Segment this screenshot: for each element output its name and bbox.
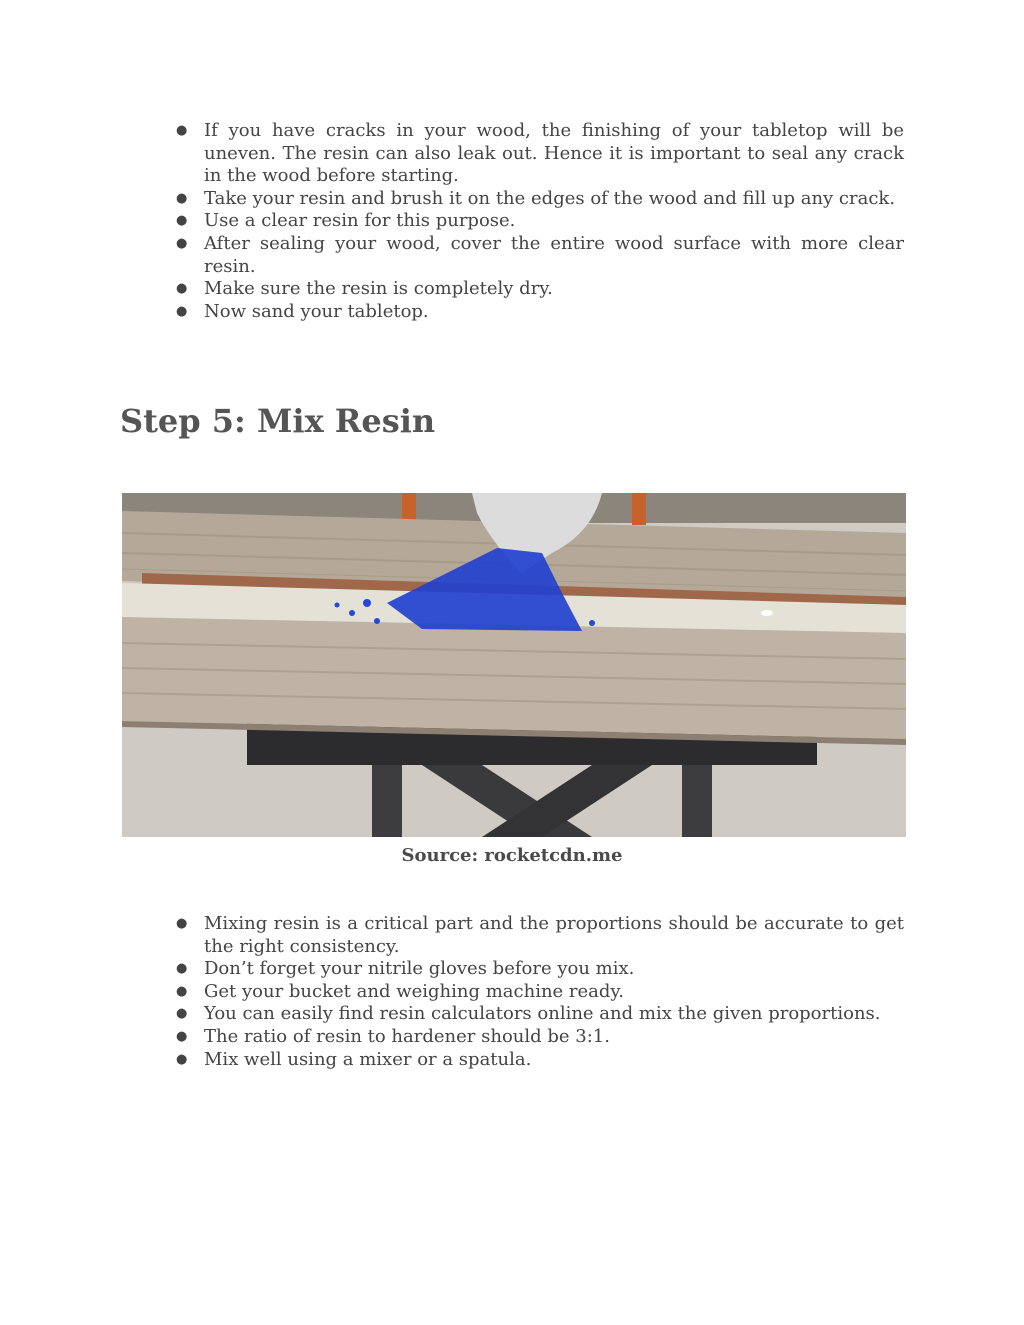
list-item: ● You can easily find resin calculators online and mix the given proportions. — [176, 1003, 904, 1026]
list-item: ● Don’t forget your nitrile gloves before you mix. — [176, 958, 904, 981]
image-caption: Source: rocketcdn.me — [401, 845, 623, 866]
workbench-leg — [682, 765, 712, 837]
instructions-list-top — [176, 120, 904, 323]
wood-board-front — [122, 617, 906, 739]
clamp — [632, 493, 646, 525]
section-heading: Step 5: Mix Resin — [120, 402, 436, 440]
resin-pour-photo — [122, 493, 906, 837]
photo-illustration — [122, 493, 906, 837]
list-item: ● The ratio of resin to hardener should be 3:1. — [176, 1026, 904, 1049]
list-item: ● Mixing resin is a critical part and the proportions should be accurate to get the right consistency. — [176, 913, 904, 958]
list-item: ● Make sure the resin is completely dry. — [176, 278, 904, 301]
list-item: ● Use a clear resin for this purpose. — [176, 210, 904, 233]
list-item: ● Get your bucket and weighing machine ready. — [176, 981, 904, 1004]
list-item: ● If you have cracks in your wood, the finishing of your tabletop will be uneven. The resin can also leak out. Hence it is important to seal any crack in the wood before starting. — [176, 120, 904, 188]
workbench-leg — [372, 765, 402, 837]
list-item: ● After sealing your wood, cover the entire wood surface with more clear resin. — [176, 233, 904, 278]
list-item: ● Take your resin and brush it on the edges of the wood and fill up any crack. — [176, 188, 904, 211]
list-item: ● Mix well using a mixer or a spatula. — [176, 1049, 904, 1072]
instructions-list-bottom — [176, 913, 904, 1071]
list-item: ● Now sand your tabletop. — [176, 301, 904, 324]
